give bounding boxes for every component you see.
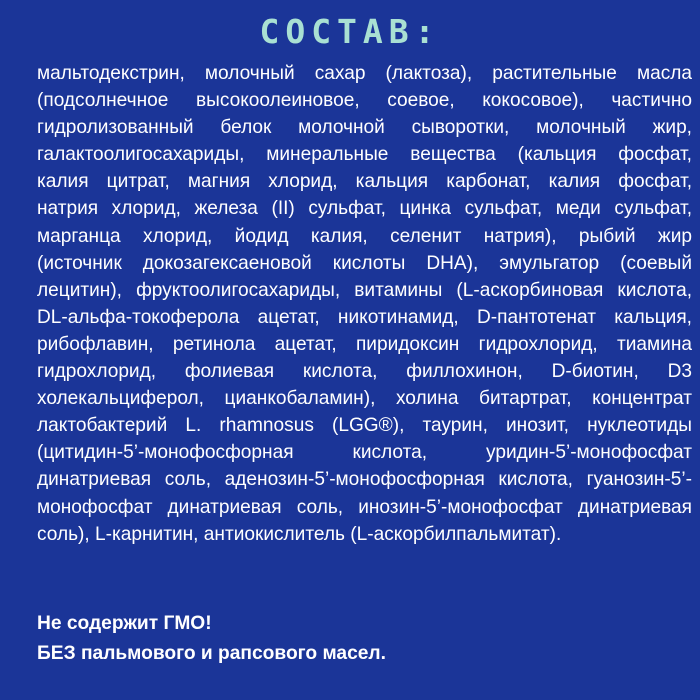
composition-line-15: (цитидин-5’-монофосфорная кислота, уридин-5’-монофосфат: [37, 442, 692, 464]
composition-line-17: монофосфат динатриевая соль, инозин-5’-монофосфат динатриевая: [37, 496, 692, 518]
composition-line-14: лактобактерий L. rhamnosus (LGG®), таурин, инозит, нуклеотиды: [37, 415, 692, 437]
composition-line-9: лецитин), фруктоолигосахариды, витамины (L-аскорбиновая кислота,: [37, 279, 692, 301]
composition-line-11: рибофлавин, ретинола ацетат, пиридоксин гидрохлорид, тиамина: [37, 333, 692, 355]
composition-line-12: гидрохлорид, фолиевая кислота, филлохинон, D-биотин, D3: [37, 361, 692, 383]
composition-line-5: калия цитрат, магния хлорид, кальция карбонат, калия фосфат,: [37, 171, 692, 193]
composition-line-13: холекальциферол, цианкобаламин), холина битартрат, концентрат: [37, 388, 692, 410]
composition-line-7: марганца хлорид, йодид калия, селенит натрия), рыбий жир: [37, 225, 692, 247]
composition-line-16: динатриевая соль, аденозин-5’-монофосфорная кислота, гуанозин-5’-: [37, 469, 692, 491]
composition-line-10: DL-альфа-токоферола ацетат, никотинамид, D-пантотенат кальция,: [37, 306, 692, 328]
composition-line-3: гидролизованный белок молочной сыворотки, молочный жир,: [37, 117, 692, 139]
composition-text: [37, 60, 692, 600]
composition-line-6: натрия хлорид, железа (II) сульфат, цинка сульфат, меди сульфат,: [37, 198, 692, 220]
no-palm-oil-note: БЕЗ пальмового и рапсового масел.: [37, 643, 386, 664]
no-gmo-note: Не содержит ГМО!: [37, 613, 212, 634]
composition-line-18: соль), L-карнитин, антиокислитель (L-аскорбилпальмитат).: [37, 523, 562, 545]
composition-line-8: (источник докозагексаеновой кислоты DHA), эмульгатор (соевый: [37, 252, 692, 274]
composition-line-1: мальтодекстрин, молочный сахар (лактоза), растительные масла: [37, 63, 692, 84]
composition-title: СОСТАВ:: [259, 12, 441, 51]
composition-line-4: галактоолигосахариды, минеральные вещества (кальция фосфат,: [37, 144, 692, 166]
composition-line-2: (подсолнечное высокоолеиновое, соевое, кокосовое), частично: [37, 90, 692, 112]
